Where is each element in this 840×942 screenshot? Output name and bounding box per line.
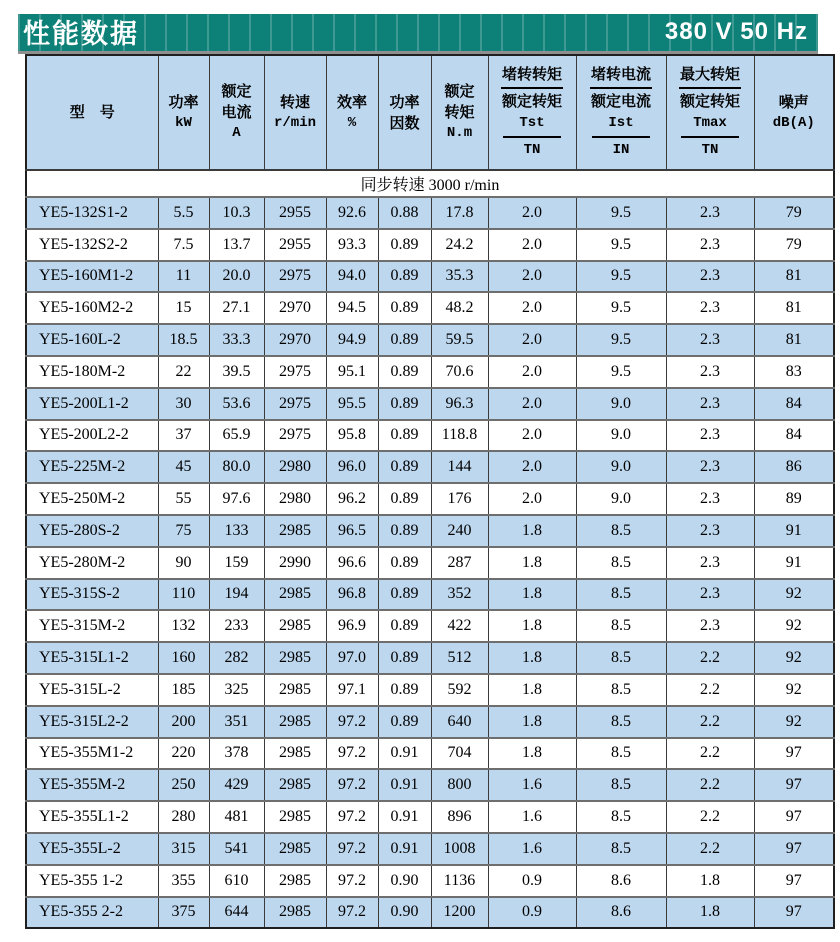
value-cell: 200 [158,706,209,738]
table-row [26,801,834,833]
value-cell: 2.0 [488,197,576,229]
value-cell: 0.91 [378,738,431,770]
value-cell: 97 [754,801,834,833]
value-cell: 96.6 [326,547,378,579]
value-cell: 220 [158,738,209,770]
value-cell: 1.6 [488,801,576,833]
value-cell: 351 [209,706,264,738]
value-cell: 9.5 [576,261,666,293]
value-cell: 8.5 [576,801,666,833]
value-cell: 97.2 [326,706,378,738]
value-cell: 91 [754,547,834,579]
value-cell: 11 [158,261,209,293]
value-cell: 45 [158,451,209,483]
value-cell: 185 [158,674,209,706]
value-cell: 8.5 [576,579,666,611]
value-cell: 541 [209,833,264,865]
value-cell: 2.2 [666,833,754,865]
value-cell: 0.89 [378,674,431,706]
value-cell: 0.89 [378,292,431,324]
value-cell: 325 [209,674,264,706]
page-title: 性能数据 [23,19,139,49]
value-cell: 18.5 [158,324,209,356]
performance-table [25,54,835,929]
value-cell: 0.89 [378,483,431,515]
value-cell: 1.8 [666,865,754,897]
table-body [26,197,834,928]
value-cell: 1.8 [488,579,576,611]
value-cell: 97.2 [326,769,378,801]
value-cell: 79 [754,197,834,229]
value-cell: 96.2 [326,483,378,515]
table-row [26,324,834,356]
table-row [26,610,834,642]
value-cell: 2985 [264,610,326,642]
value-cell: 8.6 [576,897,666,929]
value-cell: 2.3 [666,515,754,547]
value-cell: 0.89 [378,324,431,356]
value-cell: 8.5 [576,547,666,579]
value-cell: 9.0 [576,483,666,515]
value-cell: 92 [754,579,834,611]
value-cell: 0.91 [378,833,431,865]
column-header-locked-current-ratio: 堵转电流 额定电流 Ist IN [576,55,666,170]
value-cell: 96.5 [326,515,378,547]
value-cell: 35.3 [431,261,488,293]
value-cell: 95.8 [326,420,378,452]
value-cell: 83 [754,356,834,388]
value-cell: 2.0 [488,356,576,388]
value-cell: 2985 [264,865,326,897]
value-cell: 704 [431,738,488,770]
value-cell: 0.89 [378,451,431,483]
model-cell: YE5-315M-2 [26,610,158,642]
value-cell: 20.0 [209,261,264,293]
value-cell: 2.2 [666,738,754,770]
value-cell: 352 [431,579,488,611]
model-cell: YE5-200L2-2 [26,420,158,452]
value-cell: 97 [754,865,834,897]
value-cell: 0.89 [378,229,431,261]
value-cell: 0.89 [378,706,431,738]
model-cell: YE5-160L-2 [26,324,158,356]
value-cell: 2.3 [666,451,754,483]
model-cell: YE5-200L1-2 [26,388,158,420]
value-cell: 70.6 [431,356,488,388]
model-cell: YE5-315L1-2 [26,642,158,674]
model-cell: YE5-160M2-2 [26,292,158,324]
value-cell: 0.89 [378,642,431,674]
model-cell: YE5-355 2-2 [26,897,158,929]
value-cell: 95.1 [326,356,378,388]
value-cell: 97 [754,738,834,770]
value-cell: 0.89 [378,420,431,452]
model-cell: YE5-132S2-2 [26,229,158,261]
model-cell: YE5-355L1-2 [26,801,158,833]
value-cell: 97.2 [326,738,378,770]
value-cell: 10.3 [209,197,264,229]
value-cell: 1.6 [488,833,576,865]
value-cell: 2.3 [666,483,754,515]
model-cell: YE5-132S1-2 [26,197,158,229]
title-bar [18,14,818,54]
value-cell: 2970 [264,324,326,356]
value-cell: 2985 [264,769,326,801]
value-cell: 92 [754,642,834,674]
value-cell: 2.3 [666,388,754,420]
column-header-speed: 转速 r/min [264,55,326,170]
value-cell: 37 [158,420,209,452]
value-cell: 282 [209,642,264,674]
value-cell: 592 [431,674,488,706]
value-cell: 2.3 [666,229,754,261]
value-cell: 2.0 [488,420,576,452]
value-cell: 9.5 [576,229,666,261]
value-cell: 1.6 [488,769,576,801]
value-cell: 280 [158,801,209,833]
value-cell: 8.5 [576,674,666,706]
value-cell: 95.5 [326,388,378,420]
value-cell: 59.5 [431,324,488,356]
value-cell: 2985 [264,738,326,770]
value-cell: 0.89 [378,515,431,547]
value-cell: 75 [158,515,209,547]
table-row [26,261,834,293]
value-cell: 9.0 [576,420,666,452]
value-cell: 48.2 [431,292,488,324]
value-cell: 1.8 [488,515,576,547]
value-cell: 55 [158,483,209,515]
value-cell: 2980 [264,451,326,483]
value-cell: 2.2 [666,769,754,801]
value-cell: 13.7 [209,229,264,261]
value-cell: 0.90 [378,897,431,929]
value-cell: 93.3 [326,229,378,261]
value-cell: 2.3 [666,324,754,356]
value-cell: 27.1 [209,292,264,324]
model-cell: YE5-280S-2 [26,515,158,547]
value-cell: 9.5 [576,324,666,356]
value-cell: 84 [754,420,834,452]
table-header [26,55,834,170]
value-cell: 90 [158,547,209,579]
value-cell: 640 [431,706,488,738]
value-cell: 233 [209,610,264,642]
value-cell: 1.8 [488,674,576,706]
value-cell: 2.2 [666,642,754,674]
model-cell: YE5-225M-2 [26,451,158,483]
table-row [26,579,834,611]
frequency-label: 380 V 50 Hz [664,17,808,45]
value-cell: 315 [158,833,209,865]
value-cell: 8.5 [576,642,666,674]
value-cell: 89 [754,483,834,515]
value-cell: 8.5 [576,769,666,801]
value-cell: 2.3 [666,579,754,611]
table-row [26,292,834,324]
value-cell: 2.3 [666,610,754,642]
table-row [26,229,834,261]
value-cell: 5.5 [158,197,209,229]
value-cell: 0.91 [378,801,431,833]
value-cell: 94.5 [326,292,378,324]
value-cell: 92.6 [326,197,378,229]
value-cell: 2985 [264,833,326,865]
value-cell: 2.3 [666,197,754,229]
value-cell: 1.8 [488,706,576,738]
value-cell: 2975 [264,420,326,452]
value-cell: 81 [754,292,834,324]
model-cell: YE5-315S-2 [26,579,158,611]
value-cell: 0.9 [488,897,576,929]
value-cell: 97.2 [326,897,378,929]
value-cell: 1200 [431,897,488,929]
value-cell: 39.5 [209,356,264,388]
column-header-rated-torque: 额定 转矩 N.m [431,55,488,170]
value-cell: 481 [209,801,264,833]
value-cell: 2985 [264,515,326,547]
value-cell: 355 [158,865,209,897]
value-cell: 81 [754,261,834,293]
value-cell: 1.8 [488,610,576,642]
value-cell: 17.8 [431,197,488,229]
column-header-efficiency: 效率 % [326,55,378,170]
value-cell: 0.89 [378,356,431,388]
value-cell: 2.0 [488,324,576,356]
value-cell: 2.3 [666,292,754,324]
column-header-max-torque-ratio: 最大转矩 额定转矩 Tmax TN [666,55,754,170]
value-cell: 2.3 [666,547,754,579]
value-cell: 2985 [264,801,326,833]
model-cell: YE5-280M-2 [26,547,158,579]
value-cell: 176 [431,483,488,515]
table-row [26,897,834,929]
value-cell: 24.2 [431,229,488,261]
model-cell: YE5-315L2-2 [26,706,158,738]
table-row [26,769,834,801]
value-cell: 2990 [264,547,326,579]
value-cell: 91 [754,515,834,547]
value-cell: 160 [158,642,209,674]
value-cell: 375 [158,897,209,929]
value-cell: 8.6 [576,865,666,897]
value-cell: 2975 [264,356,326,388]
model-cell: YE5-315L-2 [26,674,158,706]
value-cell: 512 [431,642,488,674]
value-cell: 97 [754,833,834,865]
value-cell: 2.0 [488,261,576,293]
model-cell: YE5-160M1-2 [26,261,158,293]
value-cell: 2.2 [666,706,754,738]
value-cell: 97.2 [326,865,378,897]
value-cell: 0.89 [378,388,431,420]
value-cell: 9.5 [576,292,666,324]
table-row [26,451,834,483]
value-cell: 250 [158,769,209,801]
column-header-power: 功率 kW [158,55,209,170]
value-cell: 2975 [264,261,326,293]
value-cell: 2.3 [666,356,754,388]
value-cell: 118.8 [431,420,488,452]
sync-speed-row: 同步转速 3000 r/min [26,170,834,197]
table-row [26,642,834,674]
value-cell: 2.0 [488,229,576,261]
value-cell: 2955 [264,197,326,229]
value-cell: 0.90 [378,865,431,897]
value-cell: 8.5 [576,515,666,547]
value-cell: 2975 [264,388,326,420]
value-cell: 96.9 [326,610,378,642]
value-cell: 144 [431,451,488,483]
value-cell: 8.5 [576,738,666,770]
column-header-rated-current: 额定 电流 A [209,55,264,170]
value-cell: 644 [209,897,264,929]
table-row [26,547,834,579]
value-cell: 9.0 [576,451,666,483]
table-row [26,738,834,770]
model-cell: YE5-355M1-2 [26,738,158,770]
value-cell: 378 [209,738,264,770]
value-cell: 2.3 [666,261,754,293]
value-cell: 53.6 [209,388,264,420]
value-cell: 2955 [264,229,326,261]
value-cell: 96.3 [431,388,488,420]
value-cell: 1.8 [488,738,576,770]
value-cell: 7.5 [158,229,209,261]
value-cell: 97.2 [326,833,378,865]
value-cell: 1.8 [488,547,576,579]
value-cell: 92 [754,610,834,642]
value-cell: 132 [158,610,209,642]
value-cell: 2.0 [488,483,576,515]
column-header-locked-torque-ratio: 堵转转矩 额定转矩 Tst TN [488,55,576,170]
value-cell: 1.8 [666,897,754,929]
value-cell: 97.0 [326,642,378,674]
table-row [26,356,834,388]
value-cell: 2.0 [488,292,576,324]
value-cell: 0.91 [378,769,431,801]
value-cell: 2.3 [666,420,754,452]
value-cell: 2.2 [666,674,754,706]
value-cell: 15 [158,292,209,324]
value-cell: 2.2 [666,801,754,833]
value-cell: 2.0 [488,451,576,483]
value-cell: 9.5 [576,197,666,229]
value-cell: 0.9 [488,865,576,897]
value-cell: 110 [158,579,209,611]
value-cell: 97 [754,769,834,801]
value-cell: 81 [754,324,834,356]
column-header-model: 型 号 [26,55,158,170]
value-cell: 97.6 [209,483,264,515]
value-cell: 22 [158,356,209,388]
value-cell: 429 [209,769,264,801]
value-cell: 0.89 [378,579,431,611]
value-cell: 94.0 [326,261,378,293]
value-cell: 610 [209,865,264,897]
table-row [26,865,834,897]
table-row [26,420,834,452]
table-row [26,483,834,515]
value-cell: 133 [209,515,264,547]
value-cell: 8.5 [576,706,666,738]
value-cell: 65.9 [209,420,264,452]
value-cell: 1.8 [488,642,576,674]
value-cell: 97.1 [326,674,378,706]
table-row [26,388,834,420]
value-cell: 2985 [264,897,326,929]
table-row [26,674,834,706]
value-cell: 0.89 [378,547,431,579]
value-cell: 0.89 [378,610,431,642]
value-cell: 9.0 [576,388,666,420]
value-cell: 240 [431,515,488,547]
value-cell: 80.0 [209,451,264,483]
table-row [26,197,834,229]
value-cell: 2970 [264,292,326,324]
table-row [26,515,834,547]
value-cell: 194 [209,579,264,611]
value-cell: 2985 [264,642,326,674]
value-cell: 84 [754,388,834,420]
value-cell: 800 [431,769,488,801]
value-cell: 96.8 [326,579,378,611]
value-cell: 30 [158,388,209,420]
value-cell: 86 [754,451,834,483]
value-cell: 422 [431,610,488,642]
value-cell: 92 [754,706,834,738]
value-cell: 92 [754,674,834,706]
column-header-noise: 噪声 dB(A) [754,55,834,170]
model-cell: YE5-355 1-2 [26,865,158,897]
value-cell: 97 [754,897,834,929]
value-cell: 79 [754,229,834,261]
value-cell: 2985 [264,706,326,738]
column-header-power-factor: 功率 因数 [378,55,431,170]
table-row [26,706,834,738]
value-cell: 159 [209,547,264,579]
model-cell: YE5-250M-2 [26,483,158,515]
value-cell: 287 [431,547,488,579]
value-cell: 2.0 [488,388,576,420]
value-cell: 8.5 [576,833,666,865]
value-cell: 2985 [264,674,326,706]
value-cell: 0.89 [378,261,431,293]
value-cell: 1008 [431,833,488,865]
value-cell: 94.9 [326,324,378,356]
value-cell: 9.5 [576,356,666,388]
model-cell: YE5-355L-2 [26,833,158,865]
model-cell: YE5-355M-2 [26,769,158,801]
value-cell: 0.88 [378,197,431,229]
value-cell: 33.3 [209,324,264,356]
value-cell: 2985 [264,579,326,611]
model-cell: YE5-180M-2 [26,356,158,388]
value-cell: 97.2 [326,801,378,833]
value-cell: 2980 [264,483,326,515]
value-cell: 896 [431,801,488,833]
value-cell: 1136 [431,865,488,897]
table-row [26,833,834,865]
value-cell: 96.0 [326,451,378,483]
value-cell: 8.5 [576,610,666,642]
